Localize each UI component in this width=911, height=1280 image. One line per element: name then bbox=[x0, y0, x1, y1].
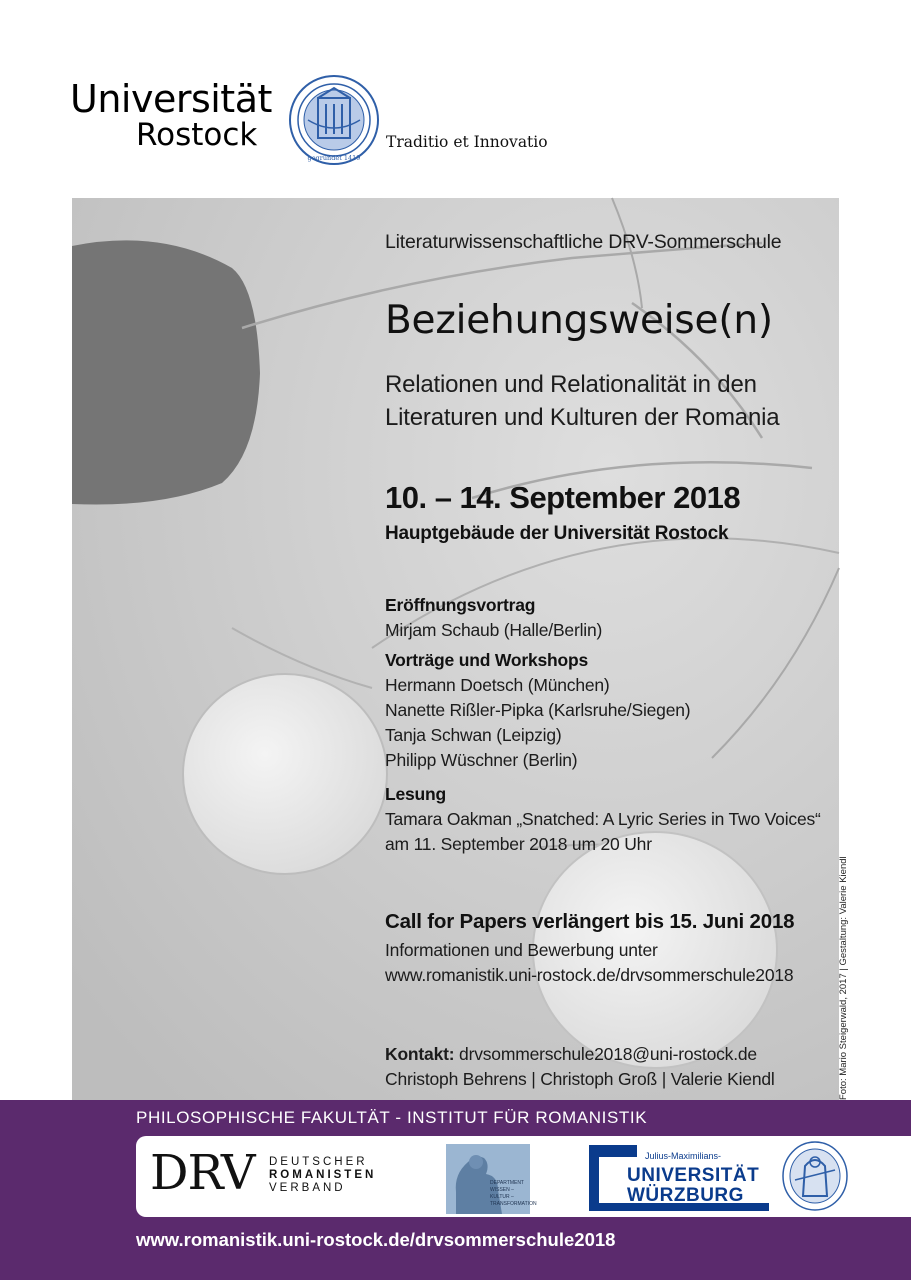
wuerzburg-line1: UNIVERSITÄT bbox=[627, 1165, 760, 1186]
subtitle-line1: Relationen und Relationalität in den bbox=[385, 371, 757, 398]
talk-item: Philipp Wüschner (Berlin) bbox=[385, 750, 578, 770]
dept-line: WISSEN – bbox=[490, 1187, 514, 1193]
university-wordmark bbox=[70, 77, 272, 153]
dept-line: TRANSFORMATION bbox=[490, 1201, 537, 1207]
wuerzburg-logo bbox=[589, 1145, 769, 1211]
subtitle-line2: Literaturen und Kulturen der Romania bbox=[385, 404, 780, 431]
wuerzburg-top: Julius-Maximilians- bbox=[645, 1151, 722, 1161]
university-name-line2: Rostock bbox=[136, 117, 258, 153]
photo-credit bbox=[836, 856, 856, 1100]
partner-logo-strip bbox=[136, 1136, 911, 1217]
opening-heading: Eröffnungsvortrag bbox=[385, 595, 536, 615]
opening-speaker: Mirjam Schaub (Halle/Berlin) bbox=[385, 620, 603, 640]
contact-people: Christoph Behrens | Christoph Groß | Valerie Kiendl bbox=[385, 1069, 775, 1089]
reading-title: Tamara Oakman „Snatched: A Lyric Series in Two Voices“ bbox=[385, 809, 821, 829]
cfp-url[interactable]: www.romanistik.uni-rostock.de/drvsommerschule2018 bbox=[385, 965, 794, 985]
drv-line1: DEUTSCHER bbox=[269, 1156, 368, 1168]
department-sculpture-logo bbox=[446, 1144, 537, 1214]
dept-line: DEPARTMENT bbox=[490, 1180, 524, 1186]
contact-label: Kontakt: bbox=[385, 1044, 455, 1064]
event-dates: 10. – 14. September 2018 bbox=[385, 480, 741, 515]
event-venue: Hauptgebäude der Universität Rostock bbox=[385, 523, 729, 544]
footer-band bbox=[0, 1100, 911, 1280]
contact-email[interactable]: drvsommerschule2018@uni-rostock.de bbox=[454, 1044, 757, 1064]
poster-content bbox=[385, 198, 839, 1103]
talk-item: Tanja Schwan (Leipzig) bbox=[385, 725, 562, 745]
call-for-papers: Call for Papers verlängert bis 15. Juni 2018 bbox=[385, 910, 795, 933]
wuerzburg-line2: WÜRZBURG bbox=[627, 1185, 744, 1206]
seal-text: gegründet 1419 bbox=[307, 154, 361, 162]
university-name-line1: Universität bbox=[70, 77, 272, 121]
photo-credit-text: Foto: Mario Steigerwald, 2017 | Gestaltung: Valerie Kiendl bbox=[838, 856, 849, 1100]
drv-fullname bbox=[269, 1156, 376, 1195]
cfp-info: Informationen und Bewerbung unter bbox=[385, 940, 658, 960]
drv-line3: VERBAND bbox=[269, 1182, 346, 1194]
drv-line2: ROMANISTEN bbox=[269, 1169, 377, 1181]
series-label: Literaturwissenschaftliche DRV-Sommerschule bbox=[385, 231, 782, 253]
talk-item: Nanette Rißler-Pipka (Karlsruhe/Siegen) bbox=[385, 700, 691, 720]
reading-date: am 11. September 2018 um 20 Uhr bbox=[385, 834, 652, 854]
university-motto: Traditio et Innovatio bbox=[386, 133, 548, 151]
talks-heading: Vorträge und Workshops bbox=[385, 650, 589, 670]
footer-url[interactable]: www.romanistik.uni-rostock.de/drvsommerschule2018 bbox=[136, 1229, 616, 1250]
poster-subtitle bbox=[385, 368, 779, 434]
talk-item: Hermann Doetsch (München) bbox=[385, 675, 610, 695]
rostock-seal-icon bbox=[288, 74, 380, 166]
poster-title: Beziehungsweise(n) bbox=[385, 298, 773, 343]
drv-logo: DRV bbox=[150, 1145, 255, 1201]
faculty-label: PHILOSOPHISCHE FAKULTÄT - INSTITUT FÜR ROMANISTIK bbox=[136, 1108, 648, 1127]
contact-line bbox=[385, 1044, 757, 1065]
poster-panel bbox=[72, 198, 839, 1103]
dept-line: KULTUR – bbox=[490, 1194, 514, 1200]
wuerzburg-seal-icon bbox=[781, 1140, 849, 1212]
reading-heading: Lesung bbox=[385, 784, 447, 804]
